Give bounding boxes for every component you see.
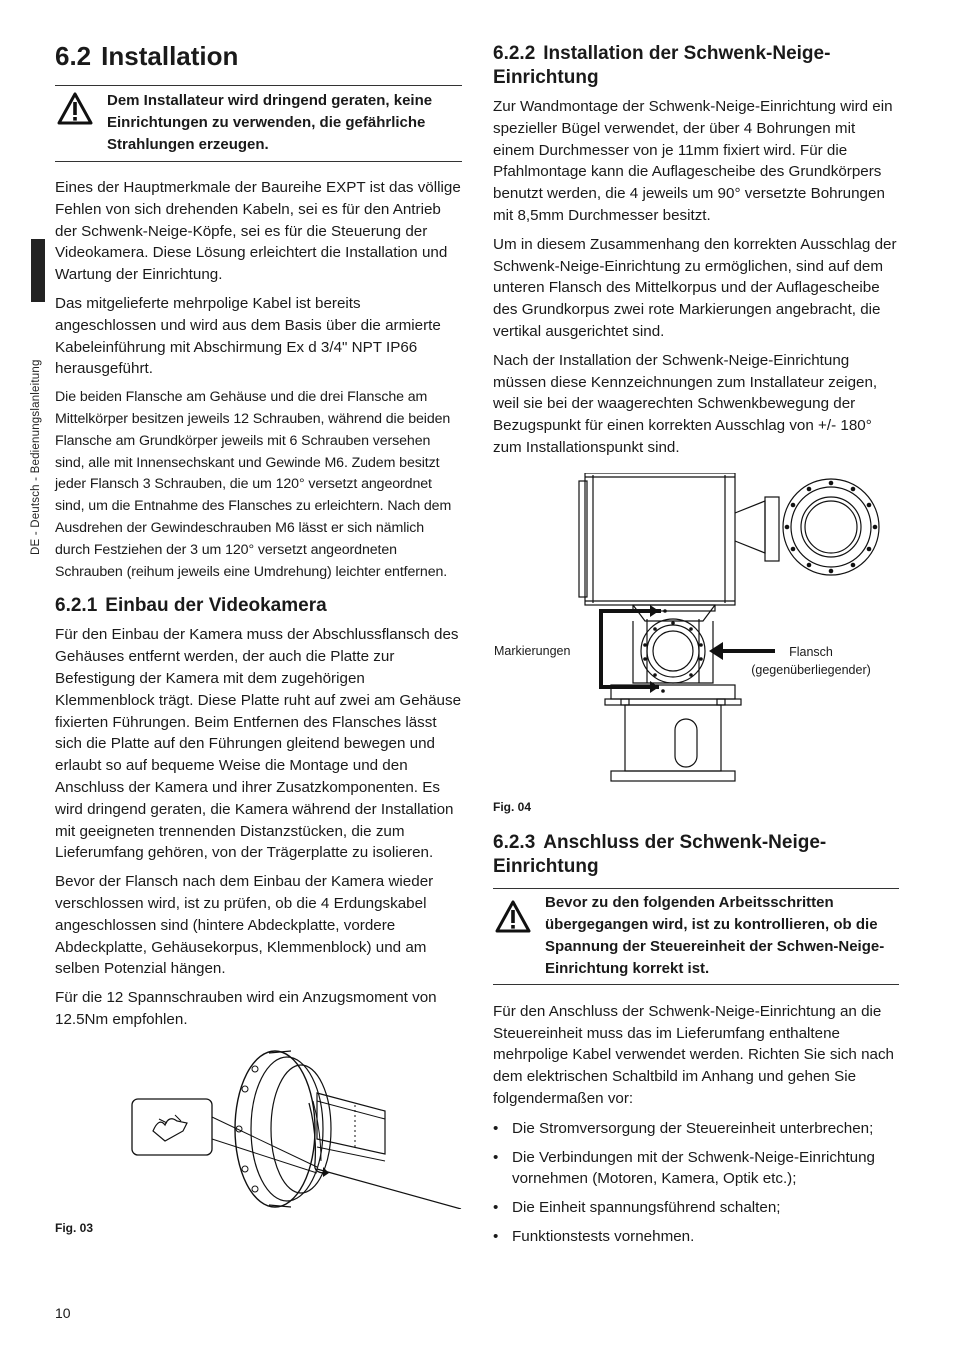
warning-icon xyxy=(495,900,531,934)
section-heading xyxy=(55,40,462,72)
paragraph: Die beiden Flansche am Gehäuse und die drei Flansche am Mittelkörper besitzen jeweils 12 Schrauben, während die beiden Flansche am Grundkörper jeweils mit 6 Schrauben versehen sind, alle mit Innensechskant und Gewinde M6. Zudem besitzt jeder Flansch 3 Schrauben, die um 120° versetzt angeordnet sind, um die Entnahme des Flansches zu erleichtern. Nach dem Ausdrehen der Gewindeschrauben M6 lässt er sich nämlich durch Festziehen der 3 um 120° versetzt angeordneten Schrauben (reihum jeweils eine Umdrehung) leichter entfernen. xyxy=(55,389,452,580)
label-flansch-line1: Flansch xyxy=(789,644,833,659)
section-tab-marker xyxy=(31,239,45,302)
paragraph: Nach der Installation der Schwenk-Neige-Einrichtung müssen diese Kennzeichnungen zum Installateur zeigen, weil sie bei der waagerechten Schwenkbewegung der Bezugspunkt für einen korrekten Ausschlag von +/- 180° zum Installationspunkt sind. xyxy=(493,351,878,456)
subsection-title: Anschluss der Schwenk-Neige-Einrichtung xyxy=(493,831,827,877)
section-title: Installation xyxy=(101,41,239,71)
camera-housing-drawing xyxy=(55,1049,462,1209)
figure-04 xyxy=(493,473,899,814)
paragraph: Für die 12 Spannschrauben wird ein Anzugsmoment von 12.5Nm empfohlen. xyxy=(55,989,437,1028)
subsection-heading xyxy=(493,42,899,90)
figure-caption: Fig. 03 xyxy=(55,1220,94,1235)
subsection-number: 6.2.1 xyxy=(55,595,98,617)
list-item: • Die Stromversorgung der Steuereinheit unterbrechen; xyxy=(493,1118,899,1140)
side-language-label: DE - Deutsch - Bedienungslanleitung xyxy=(30,359,42,555)
paragraph: Bevor der Flansch nach dem Einbau der Kamera wieder verschlossen wird, ist zu prüfen, ob die 4 Erdungskabel angeschlossen sind (hintere Abdeckplatte, vordere Abdeckplatte, Gehäusekorpus, Klemmenblock) und am selben Potenzial hängen. xyxy=(55,873,434,978)
paragraph: Eines der Hauptmerkmale der Baureihe EXPT ist das völlige Fehlen von sich drehenden Kabeln, sei es für den Antrieb der Schwenk-Neige-Köpfe, sei es für die Steuerung der Videokamera. Diese Lösung erleichtert die Installation und Wartung der Einrichtung. xyxy=(55,179,461,284)
left-column xyxy=(55,40,462,1235)
figure-03 xyxy=(55,1049,462,1235)
label-flansch-line2: (gegenüberliegender) xyxy=(751,662,871,677)
page-number: 10 xyxy=(55,1305,71,1321)
warning-box-voltage xyxy=(493,888,899,985)
subsection-heading xyxy=(493,831,899,879)
figure-caption: Fig. 04 xyxy=(493,799,532,814)
list-item: • Die Verbindungen mit der Schwenk-Neige-Einrichtung vornehmen (Motoren, Kamera, Optik etc.); xyxy=(493,1147,899,1191)
paragraph: Für den Anschluss der Schwenk-Neige-Einrichtung an die Steuereinheit muss das im Lieferumfang enthaltene mehrpolige Kabel verwendet werden. Richten Sie sich nach dem elektrischen Schaltbild im Anhang und gehen Sie folgendermaßen vor: xyxy=(493,1002,895,1107)
label-flansch xyxy=(741,643,881,679)
paragraph: Um in diesem Zusammenhang den korrekten Ausschlag der Schwenk-Neige-Einrichtung zu ermöglichen, sind auf dem unteren Flansch des Mittelkorpus und der Auflagescheibe des Grundkorpus zwei rote Markierungen angebracht, die vertikal ausgerichtet sind. xyxy=(493,235,897,340)
subsection-number: 6.2.3 xyxy=(493,831,536,853)
list-item: • Funktionstests vornehmen. xyxy=(493,1226,899,1248)
paragraph: Das mitgelieferte mehrpolige Kabel ist bereits angeschlossen und wird aus dem Basis über die armierte Kabeleinführung mit Abschirmung Ex d 3/4" NPT IP66 herausgeführt. xyxy=(55,294,441,378)
paragraph: Zur Wandmontage der Schwenk-Neige-Einrichtung wird ein spezieller Bügel verwendet, der über 4 Bohrungen mit einem Durchmesser von je 11mm fixiert wird. Für die Pfahlmontage kann die Auflagescheibe des Grundkörpers benutzt werden, die 4 jeweils um 90° versetzte Bohrungen mit 8,5mm Durchmesser besitzt. xyxy=(493,98,893,224)
warning-icon xyxy=(57,92,93,126)
subsection-title: Einbau der Videokamera xyxy=(105,595,327,617)
subsection-number: 6.2.2 xyxy=(493,43,536,64)
steps-list xyxy=(493,1118,899,1248)
warning-text: Dem Installateur wird dringend geraten, keine Einrichtungen zu verwenden, die gefährliche Strahlungen erzeugen. xyxy=(107,92,433,153)
paragraph: Für den Einbau der Kamera muss der Abschlussflansch des Gehäuses entfernt werden, der auch die Platte zur Befestigung der Kamera mit dem zugehörigen Klemmenblock trägt. Diese Platte ruht auf zwei am Gehäuse fixierten Führungen. Beim Entfernen des Flansches lässt sich die Platte auf den Führungen gleitend bewegen und erlaubt so auf bequeme Weise die Montage und den Anschluss der Kamera und ihrer Zusatzkomponenten. Es wird dringend geraten, die Kamera während der Installation mit geeigneten trennenden Distanzstücken, die zum Lieferumfang gehören, von der Trägerplatte zu isolieren. xyxy=(55,626,462,862)
label-markierungen: Markierungen xyxy=(494,643,571,658)
right-column xyxy=(493,42,899,1255)
list-item: • Die Einheit spannungsführend schalten; xyxy=(493,1197,899,1219)
subsection-title: Installation der Schwenk-Neige-Einrichtung xyxy=(493,43,831,88)
warning-text: Bevor zu den folgenden Arbeitsschritten übergegangen wird, ist zu kontrollieren, ob die Spannung der Steuereinheit der Schwen-Neige-Einrichtung korrekt ist. xyxy=(545,893,885,977)
section-number: 6.2 xyxy=(55,41,92,71)
warning-box-radiation xyxy=(55,85,462,162)
pan-tilt-unit-drawing xyxy=(493,473,899,783)
subsection-heading xyxy=(55,594,462,618)
